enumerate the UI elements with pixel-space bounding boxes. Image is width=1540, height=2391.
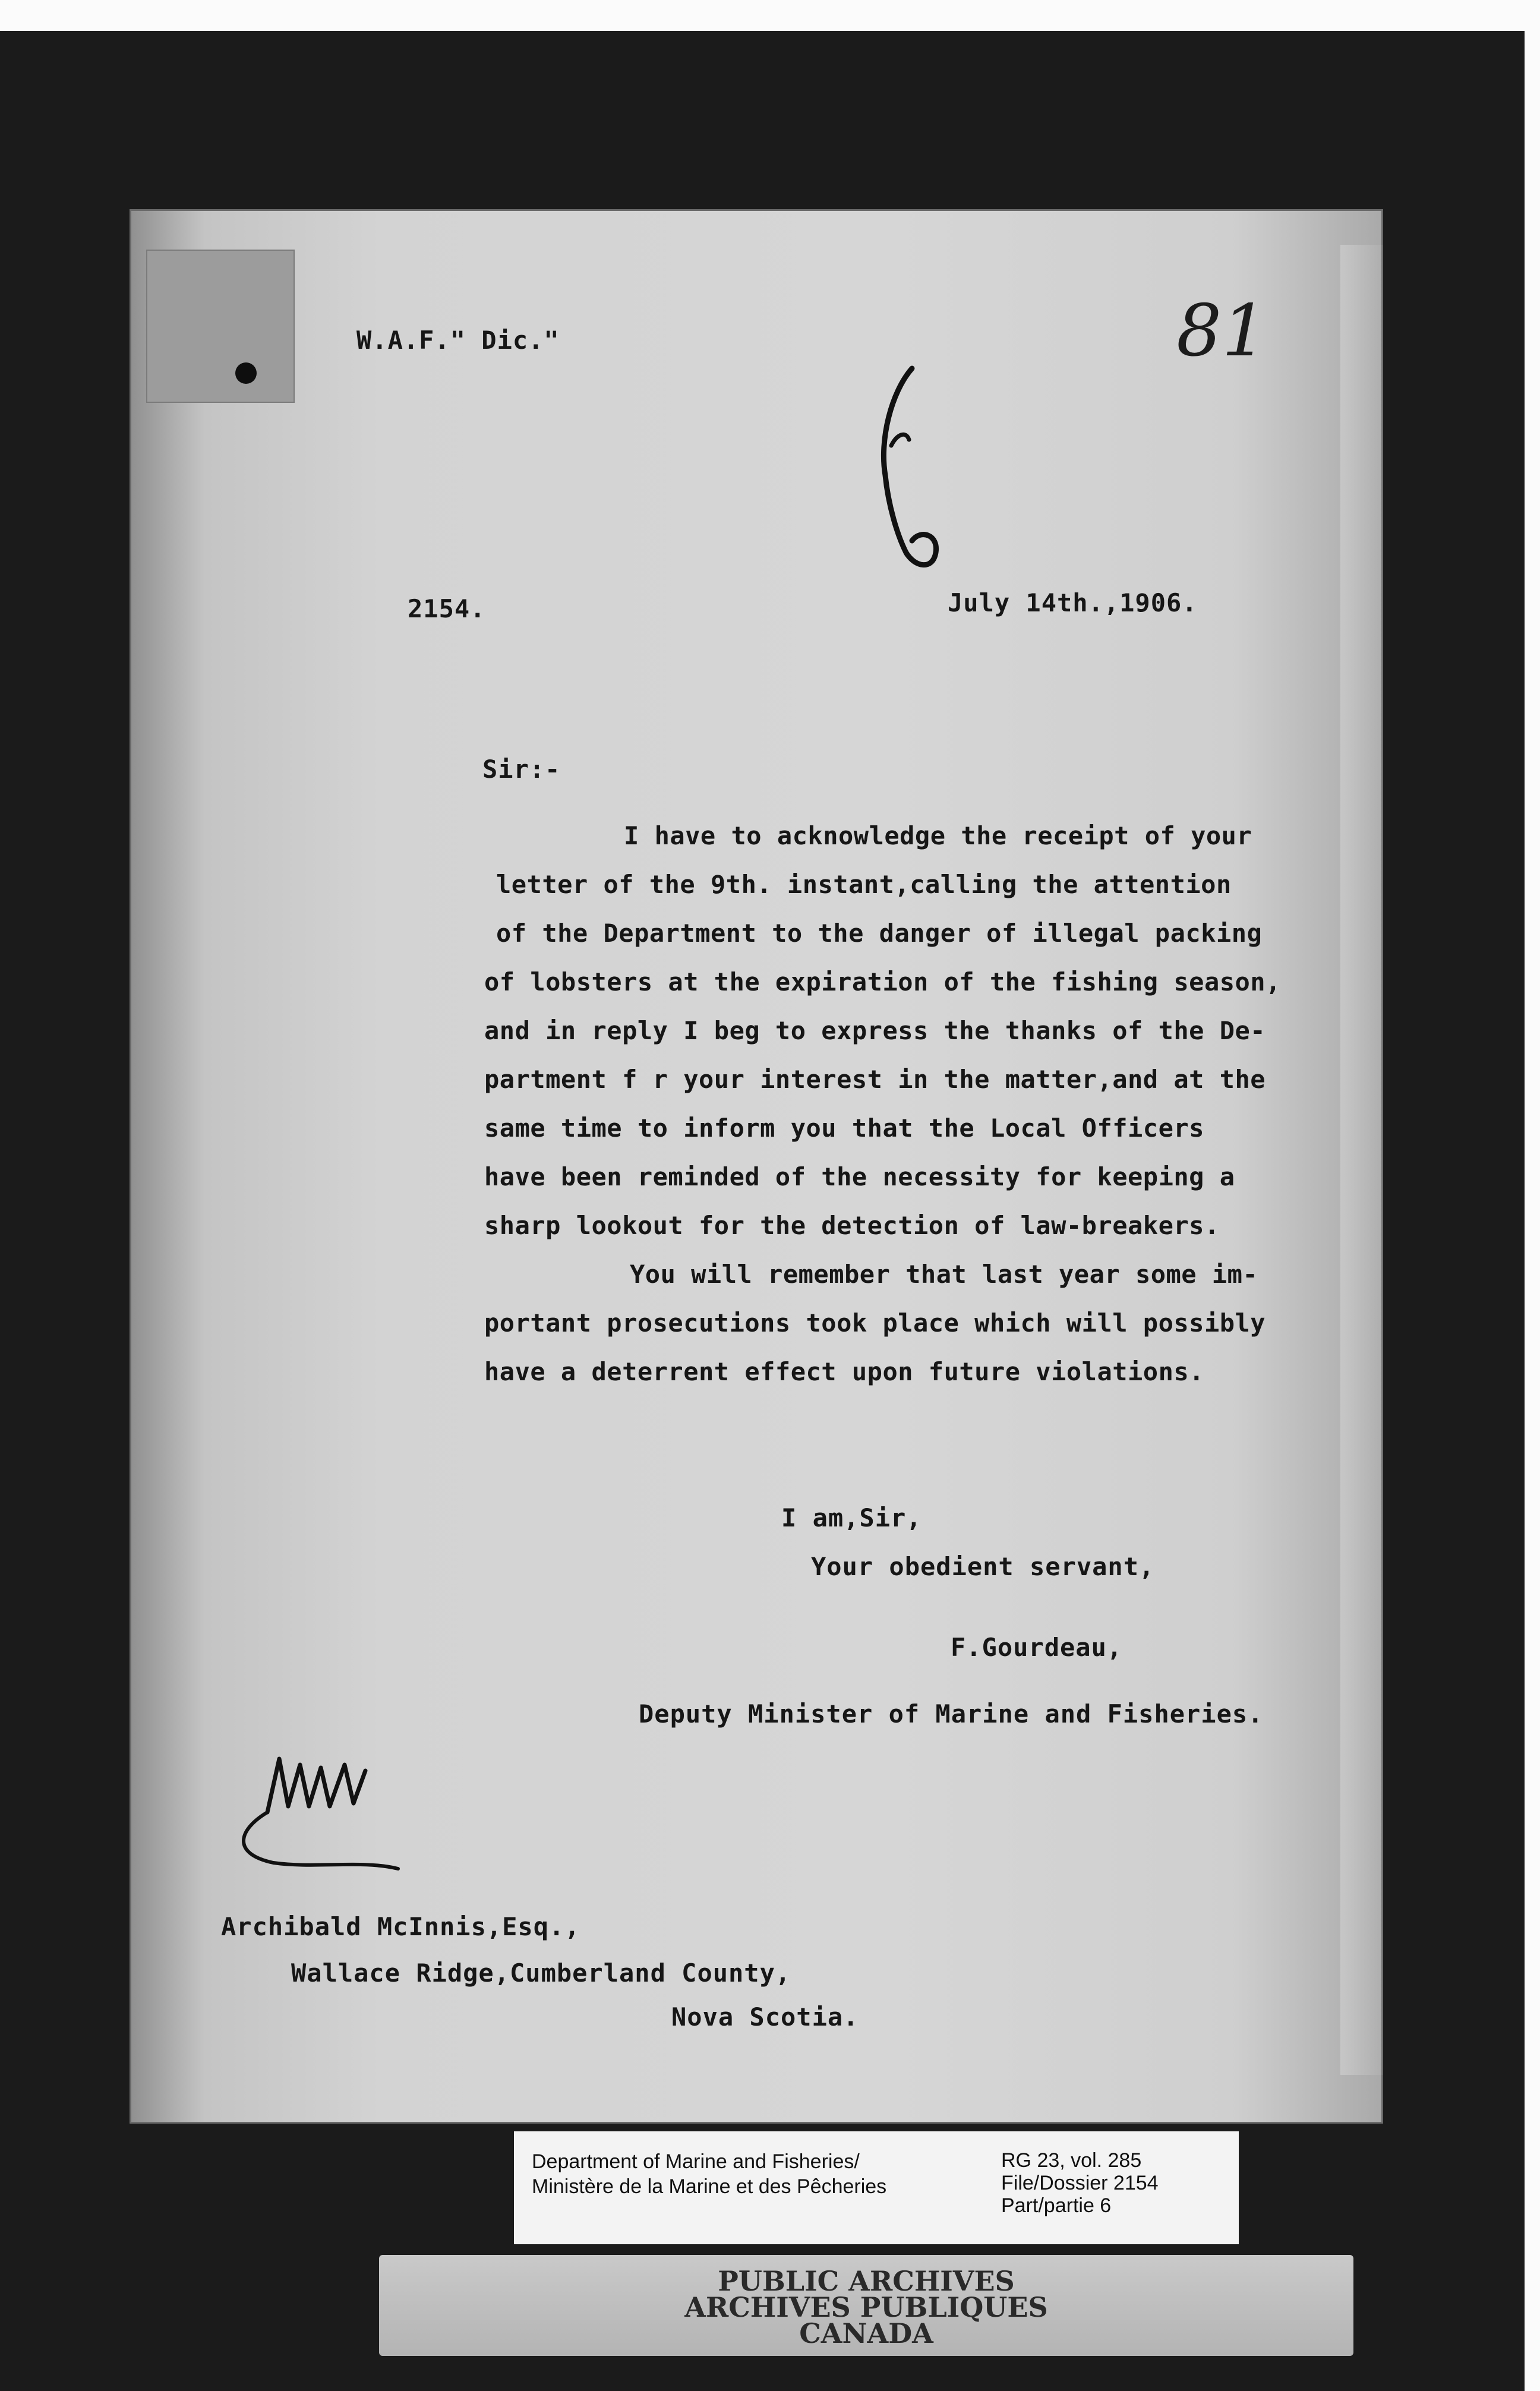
body-line: and in reply I beg to express the thanks of the De- (484, 1016, 1266, 1045)
body-line: portant prosecutions took place which will possibly (484, 1308, 1266, 1338)
top-margin (0, 0, 1540, 31)
dictation-reference: W.A.F." Dic." (356, 326, 560, 355)
sheet-edge-shading (1340, 245, 1383, 2075)
body-line: sharp lookout for the detection of law-breakers. (484, 1211, 1220, 1240)
corner-tab (146, 250, 295, 403)
body-line: I have to acknowledge the receipt of your (624, 821, 1252, 850)
closing: I am,Sir, (781, 1503, 922, 1532)
stamp-line-2: ARCHIVES PUBLIQUES (684, 2291, 1048, 2323)
body-line: of lobsters at the expiration of the fishing season, (484, 967, 1281, 996)
archive-reference-label (514, 2131, 1239, 2244)
department-label (532, 2149, 886, 2199)
body-line: letter of the 9th. instant,calling the attention (496, 870, 1232, 899)
signatory: F.Gourdeau, (951, 1633, 1123, 1662)
file-reference (1001, 2149, 1159, 2217)
letter-date: July 14th.,1906. (948, 588, 1198, 617)
stamp-line-3: CANADA (799, 2317, 933, 2349)
part-partie: Part/partie 6 (1001, 2194, 1112, 2217)
recipient-address-1: Wallace Ridge,Cumberland County, (291, 1958, 791, 1988)
recipient-name: Archibald McInnis,Esq., (221, 1912, 580, 1941)
signatory-title: Deputy Minister of Marine and Fisheries. (639, 1699, 1264, 1728)
body-line: same time to inform you that the Local Officers (484, 1114, 1204, 1143)
department-fr: Ministère de la Marine et des Pêcheries (532, 2175, 887, 2198)
body-line: of the Department to the danger of illegal packing (496, 919, 1263, 948)
body-line: You will remember that last year some im- (630, 1260, 1258, 1289)
record-group: RG 23, vol. 285 (1001, 2149, 1142, 2172)
folio-number: 81 (1176, 290, 1267, 373)
handwritten-initials-icon (226, 1741, 416, 1878)
body-line: have a deterrent effect upon future violations. (484, 1357, 1204, 1386)
archives-stamp (379, 2255, 1353, 2356)
body-line: partment f r your interest in the matter,and at the (484, 1065, 1266, 1094)
body-line: have been reminded of the necessity for keeping a (484, 1162, 1235, 1191)
closing-line-2: Your obedient servant, (811, 1552, 1155, 1581)
punch-hole-icon (235, 362, 257, 384)
department-en: Department of Marine and Fisheries/ (532, 2150, 860, 2173)
file-dossier: File/Dossier 2154 (1001, 2172, 1159, 2194)
stamp-line-1: PUBLIC ARCHIVES (718, 2265, 1015, 2297)
file-number: 2154. (408, 594, 486, 623)
handwritten-mark-icon (856, 357, 957, 582)
right-margin (1525, 0, 1540, 2391)
recipient-address-2: Nova Scotia. (671, 2002, 859, 2032)
salutation: Sir:- (482, 755, 561, 784)
